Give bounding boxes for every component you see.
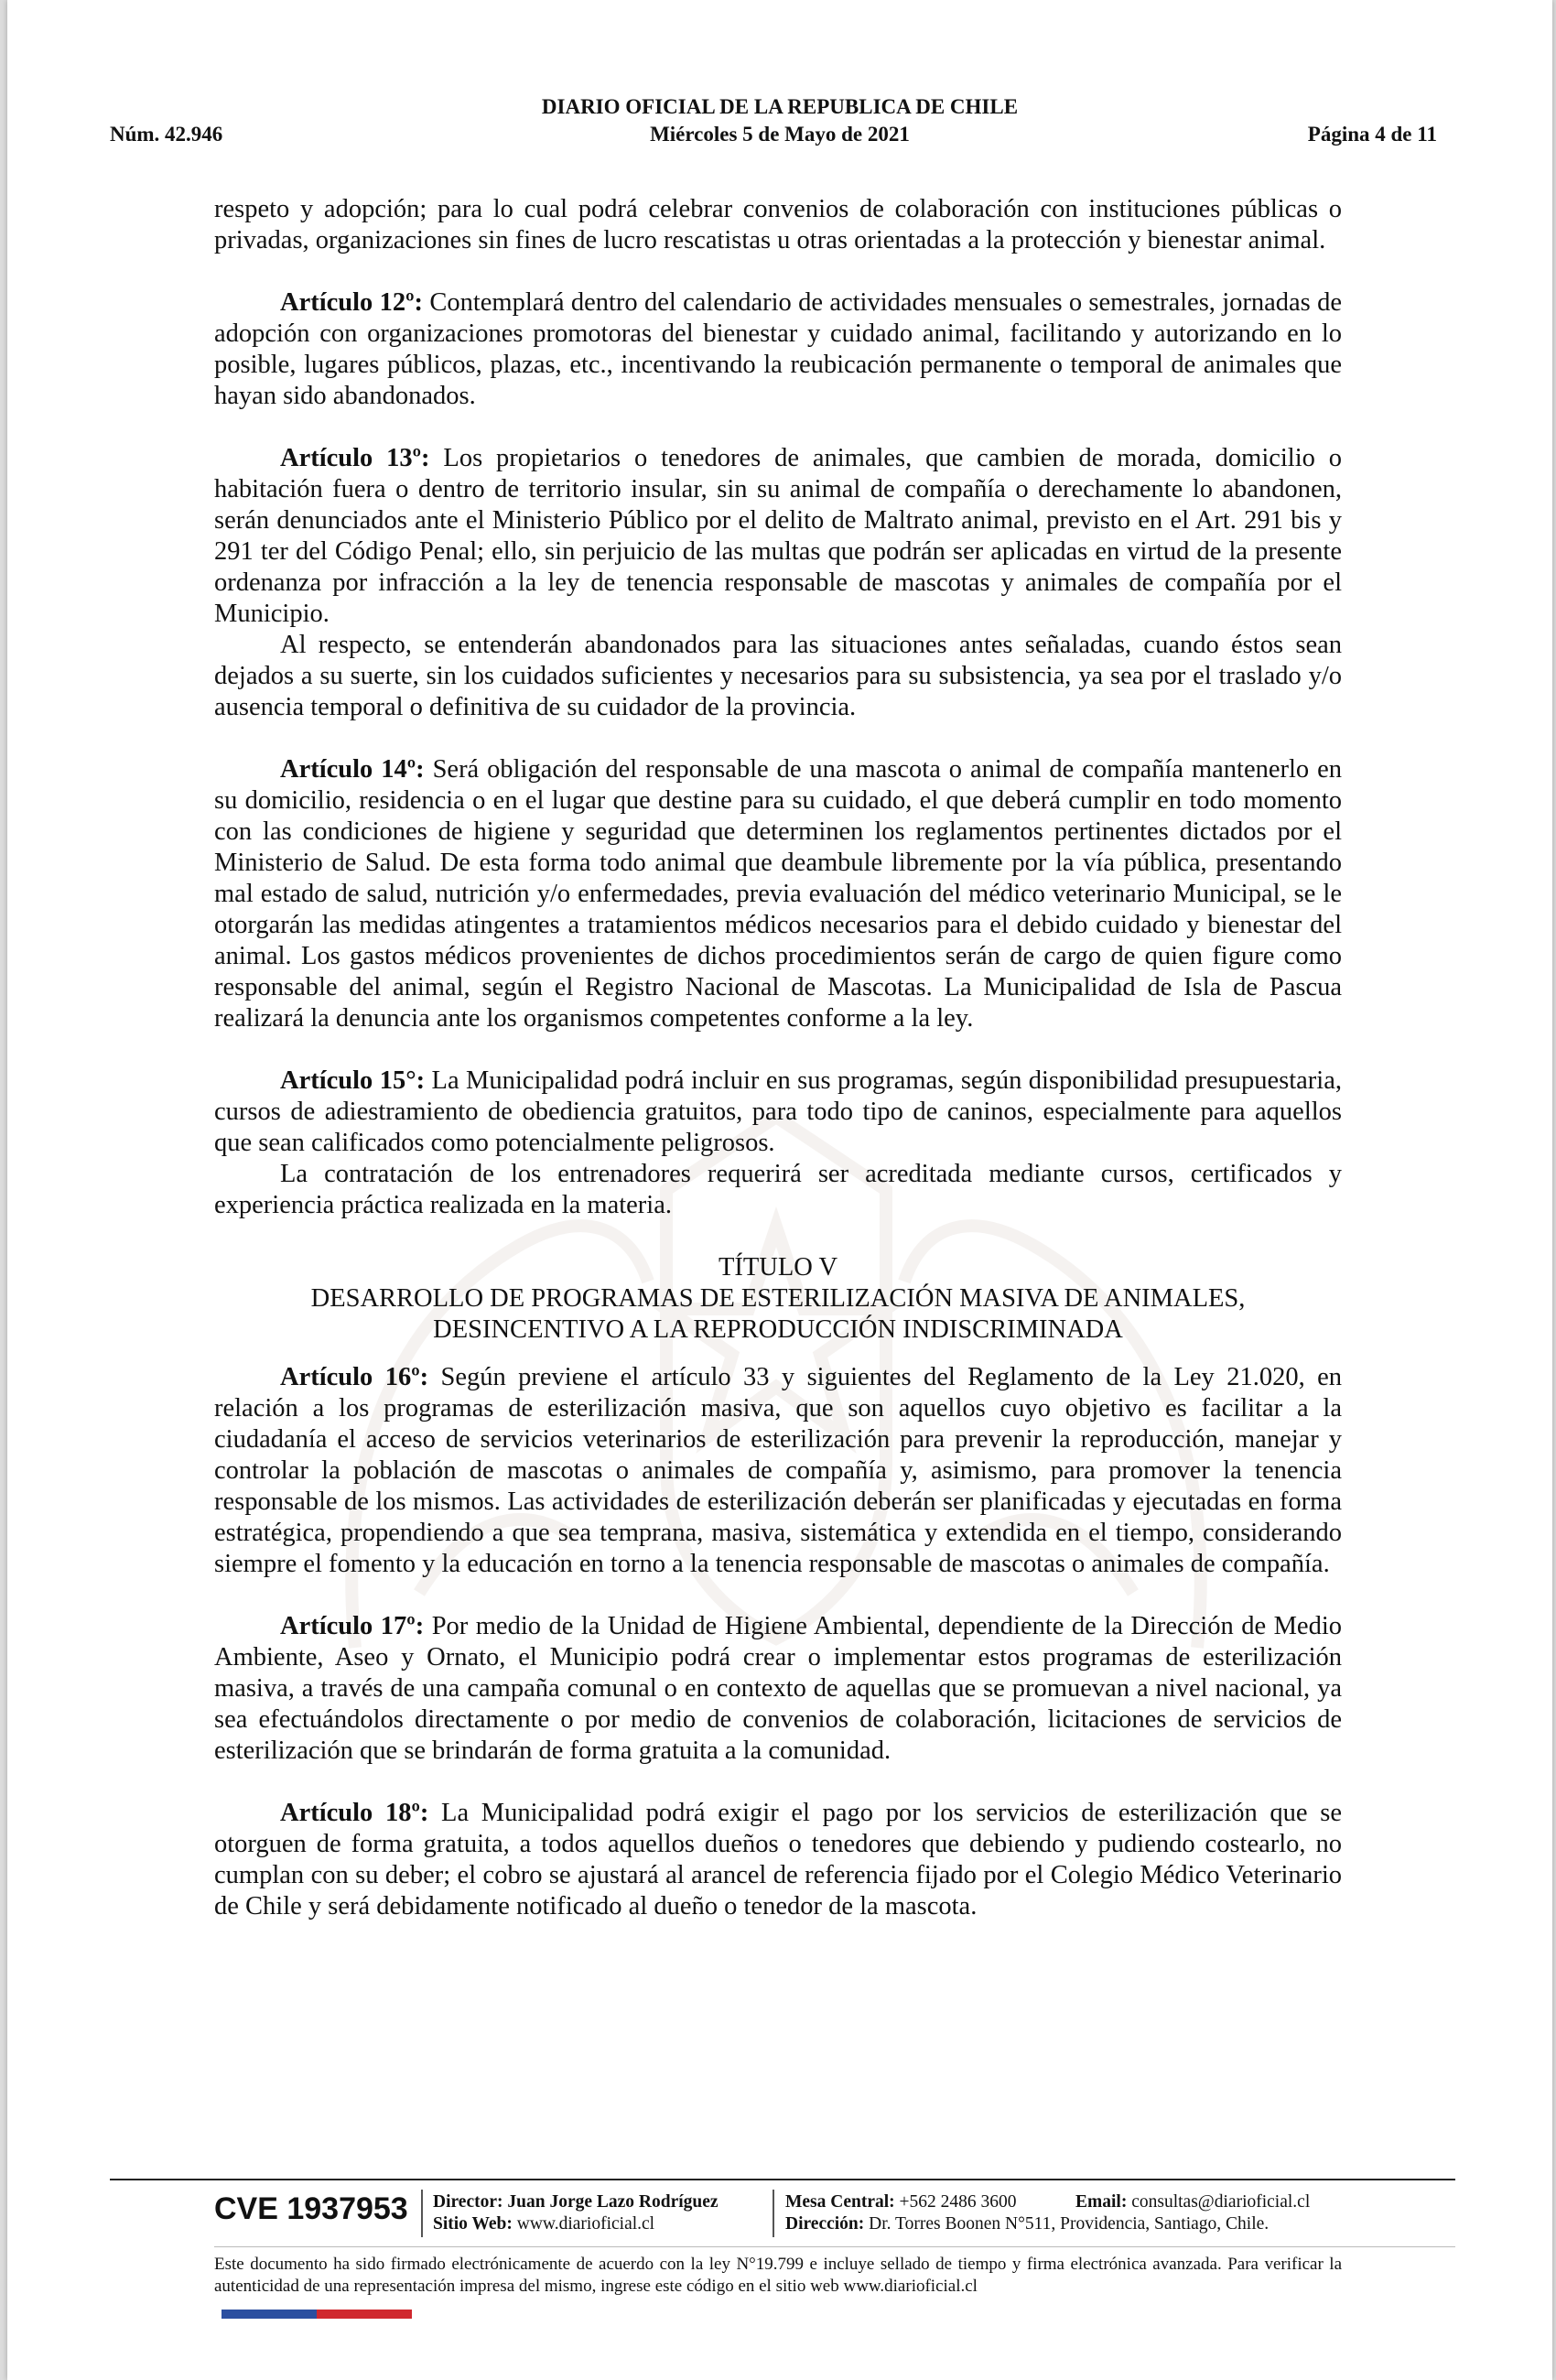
electronic-signature-note: Este documento ha sido firmado electrónicamente de acuerdo con la ley N°19.799 e incluye sellado de tiempo y firma electrónica avanzada. Para verificar la autenticidad de una representación impresa del mismo, ingrese este código en el sitio web www.diarioficial.cl xyxy=(214,2255,1342,2296)
article-13-paragraph-2: Al respecto, se entenderán abandonados para las situaciones antes señaladas, cuando éstos sean dejados a su suerte, sin los cuidados suficientes y necesarios para su subsistencia, ya sea por el traslado y/o ausencia temporal o definitiva de su cuidador de la provincia. xyxy=(214,631,1342,721)
section-title-line-1: DESARROLLO DE PROGRAMAS DE ESTERILIZACIÓN MASIVA DE ANIMALES, xyxy=(310,1284,1246,1313)
email-link[interactable]: consultas@diarioficial.cl xyxy=(1131,2192,1311,2212)
footer-divider xyxy=(110,2179,1455,2180)
article-13-text: Los propietarios o tenedores de animales, que cambien de morada, domicilio o habitación fuera o dentro de territorio insular, sin su animal de compañía o derechamente lo abandonen, serán denunciados ante el Ministerio Público por el delito de Maltrato animal, previsto en el Art. 291 bis y 291 ter del Código Penal; ello, sin perjuicio de las multas que podrán ser aplicadas en virtud de la presente ordenanza por infracción a la ley de tenencia responsable de mascotas y animales de compañía por el Municipio. xyxy=(214,444,1342,628)
article-12 xyxy=(214,287,1342,412)
article-16 xyxy=(214,1362,1342,1580)
article-13 xyxy=(214,443,1342,630)
section-title-line-2: DESINCENTIVO A LA REPRODUCCIÓN INDISCRIMINADA xyxy=(433,1315,1123,1344)
article-14-text: Será obligación del responsable de una mascota o animal de compañía mantenerlo en su domicilio, residencia o en el lugar que destine para su cuidado, el que deberá cumplir en todo momento con las condiciones de higiene y seguridad que determinen los reglamentos pertinentes dictados por el Ministerio de Salud. De esta forma todo animal que deambule libremente por la vía pública, presentando mal estado de salud, nutrición y/o enfermedades, previa evaluación del médico veterinario Municipal, se le otorgarán las medidas atingentes a tratamientos médicos necesarios para el debido cuidado y bienestar del animal. Los gastos médicos provenientes de dichos procedimientos serán de cargo de quien figure como responsable del animal, según el Registro Nacional de Mascotas. La Municipalidad de Isla de Pascua realizará la denuncia ante los organismos competentes conforme a la ley. xyxy=(214,755,1342,1033)
footer-email-block xyxy=(1075,2191,1310,2213)
address-value: Dr. Torres Boonen N°511, Providencia, Santiago, Chile. xyxy=(869,2214,1270,2234)
issue-date: Miércoles 5 de Mayo de 2021 xyxy=(650,123,910,146)
email-label: Email: xyxy=(1075,2192,1128,2212)
legal-divider xyxy=(214,2246,1455,2247)
cve-code: CVE 1937953 xyxy=(214,2191,408,2226)
article-17-heading: Artículo 17º: xyxy=(280,1612,425,1640)
website-link[interactable]: www.diarioficial.cl xyxy=(516,2214,655,2234)
article-15-paragraph-2: La contratación de los entrenadores requerirá ser acreditada mediante cursos, certificados y experiencia práctica realizada en la materia. xyxy=(214,1160,1342,1219)
section-title-number: TÍTULO V xyxy=(718,1253,838,1282)
page-number: Página 4 de 11 xyxy=(1307,123,1437,146)
article-18-text: La Municipalidad podrá exigir el pago por los servicios de esterilización que se otorguen de forma gratuita, a todos aquellos dueños o tenedores que debiendo y pudiendo costearlo, no cumplan con su deber; el cobro se ajustará al arancel de referencia fijado por el Colegio Médico Veterinario de Chile y será debidamente notificado al dueño o tenedor de la mascota. xyxy=(214,1799,1342,1920)
document-page xyxy=(7,0,1552,2380)
mesa-central-label: Mesa Central: xyxy=(785,2192,895,2212)
article-14 xyxy=(214,754,1342,1034)
article-12-heading: Artículo 12º: xyxy=(280,288,424,317)
article-17-text: Por medio de la Unidad de Higiene Ambiental, dependiente de la Dirección de Medio Ambiente, Aseo y Ornato, el Municipio podrá crear o implementar estos programas de esterilización masiva, a través de una campaña comunal o en contexto de aquellas que se promuevan a nivel nacional, ya sea efectuándolos directamente o por medio de convenios de colaboración, licitaciones de servicios de esterilización que se brindarán de forma gratuita a la comunidad. xyxy=(214,1612,1342,1765)
document-body xyxy=(214,194,1342,1922)
article-18 xyxy=(214,1798,1342,1922)
section-title xyxy=(214,1252,1342,1346)
website-label: Sitio Web: xyxy=(433,2214,513,2234)
newspaper-title: DIARIO OFICIAL DE LA REPUBLICA DE CHILE xyxy=(541,95,1019,118)
footer-separator xyxy=(421,2190,423,2237)
article-16-text: Según previene el artículo 33 y siguientes del Reglamento de la Ley 21.020, en relación a los programas de esterilización masiva, que son aquellos cuyo objetivo es facilitar a la ciudadanía el acceso de servicios veterinarios de esterilización para prevenir la reproducción, manejar y controlar la población de mascotas o animales de compañía y, asimismo, para promover la tenencia responsable de los mismos. Las actividades de esterilización deberán ser planificadas y ejecutadas en forma estratégica, propendiendo a que sea temprana, masiva, sistemática y extendida en el tiempo, considerando siempre el fomento y la educación en torno a la tenencia responsable de mascotas o animales de compañía. xyxy=(214,1363,1342,1578)
flag-blue-stripe xyxy=(222,2310,317,2319)
article-17 xyxy=(214,1611,1342,1767)
footer-separator xyxy=(773,2190,774,2237)
address-label: Dirección: xyxy=(785,2214,865,2234)
director-label: Director: xyxy=(433,2192,503,2212)
article-15 xyxy=(214,1066,1342,1159)
article-12-text: Contemplará dentro del calendario de actividades mensuales o semestrales, jornadas de adopción con organizaciones promotoras del bienestar y cuidado animal, facilitando y autorizando en lo posible, lugares públicos, plazas, etc., incentivando la reubicación permanente o temporal de animales que hayan sido abandonados. xyxy=(214,288,1342,410)
issue-number: Núm. 42.946 xyxy=(110,123,223,146)
flag-red-stripe xyxy=(317,2310,412,2319)
director-name: Juan Jorge Lazo Rodríguez xyxy=(507,2192,719,2212)
article-18-heading: Artículo 18º: xyxy=(280,1799,429,1827)
article-14-heading: Artículo 14º: xyxy=(280,755,425,784)
article-16-heading: Artículo 16º: xyxy=(280,1363,429,1391)
article-15-text: La Municipalidad podrá incluir en sus programas, según disponibilidad presupuestaria, cursos de adiestramiento de obediencia gratuitos, para todo tipo de caninos, especialmente para aquellos que sean calificados como potencialmente peligrosos. xyxy=(214,1066,1342,1157)
article-13-heading: Artículo 13º: xyxy=(280,444,430,472)
article-15-heading: Artículo 15°: xyxy=(280,1066,426,1095)
paragraph-continuation: respeto y adopción; para lo cual podrá celebrar convenios de colaboración con instituciones públicas o privadas, organizaciones sin fines de lucro rescatistas u otras orientadas a la protección y bienestar animal. xyxy=(214,195,1342,254)
footer-director-block xyxy=(433,2191,719,2235)
mesa-central-value: +562 2486 3600 xyxy=(899,2192,1017,2212)
